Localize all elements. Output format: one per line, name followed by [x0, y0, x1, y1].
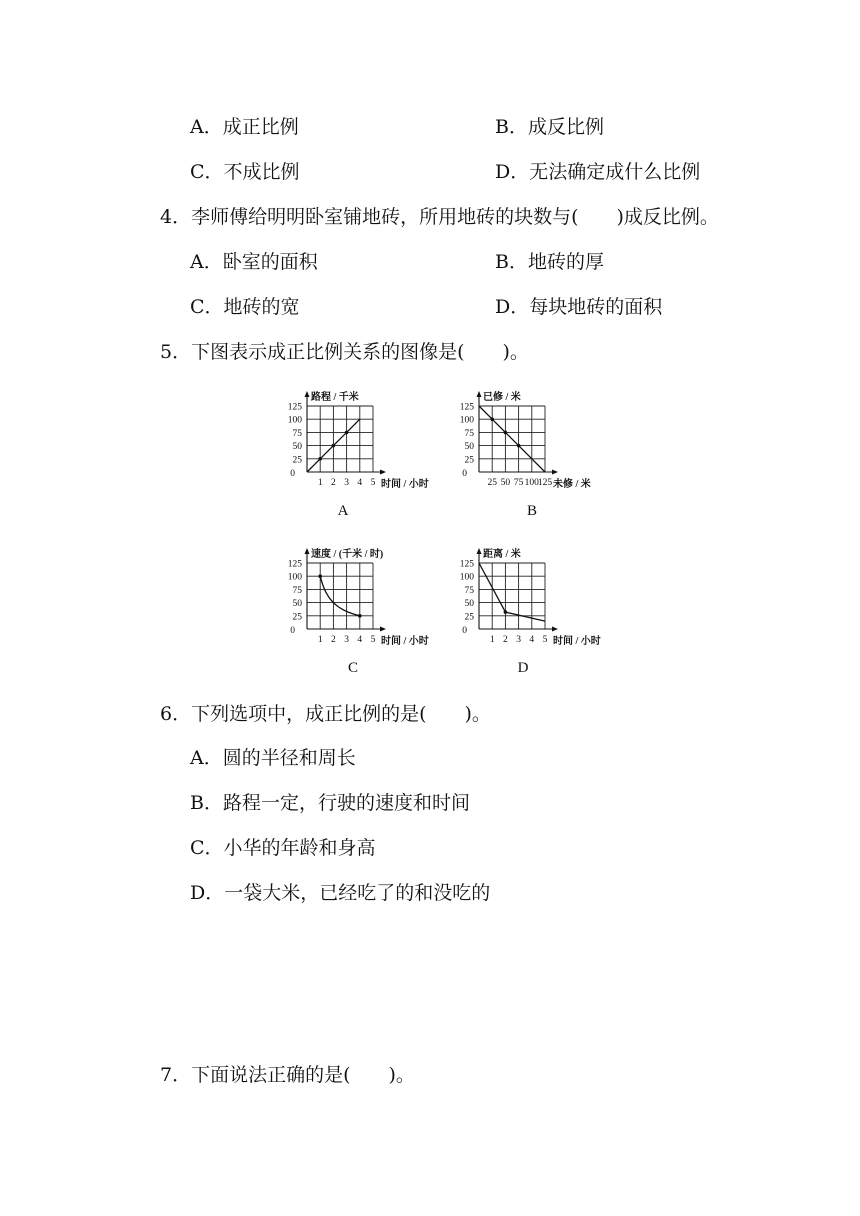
q6-option-b[interactable]: B．路程一定，行驶的速度和时间 [190, 792, 470, 814]
chart-b [450, 378, 620, 503]
q3-option-b[interactable]: B．成反比例 [495, 116, 604, 138]
series-line [479, 406, 545, 472]
chart-svg [280, 378, 450, 503]
x-axis-label: 未修 / 米 [553, 479, 591, 490]
q5-stem: 5．下图表示成正比例关系的图像是( )。 [160, 341, 529, 363]
q4-option-a[interactable]: A．卧室的面积 [190, 251, 318, 273]
x-tick-label: 2 [331, 478, 336, 488]
y-axis-arrow [305, 391, 310, 397]
y-axis-label: 已修 / 米 [483, 392, 521, 403]
x-tick-label: 1 [317, 635, 323, 645]
y-axis-arrow [305, 548, 310, 554]
x-tick-label: 4 [529, 635, 535, 645]
q3-option-a[interactable]: A．成正比例 [190, 116, 299, 138]
chart-svg [450, 535, 620, 660]
chart-c [280, 535, 450, 660]
x-axis-label: 时间 / 小时 [381, 636, 429, 647]
y-tick-label: 100 [459, 415, 474, 426]
x-axis-arrow [380, 470, 386, 475]
data-point [517, 444, 521, 448]
y-tick-label: 125 [459, 402, 474, 413]
origin-label: 0 [462, 626, 467, 636]
q4-option-c[interactable]: C．地砖的宽 [190, 296, 300, 318]
chart-svg [280, 535, 450, 660]
y-tick-label: 75 [292, 585, 302, 596]
y-tick-label: 125 [459, 559, 474, 570]
origin-label: 0 [290, 626, 295, 636]
x-tick-label: 2 [331, 635, 336, 645]
y-tick-label: 75 [292, 428, 302, 439]
x-tick-label: 5 [370, 478, 376, 488]
x-axis-label: 时间 / 小时 [381, 479, 429, 490]
x-axis-arrow [380, 627, 386, 632]
x-tick-label: 1 [489, 635, 495, 645]
y-tick-label: 50 [292, 599, 302, 610]
x-tick-label: 3 [344, 635, 349, 645]
q3-option-c[interactable]: C．不成比例 [190, 161, 300, 183]
origin-label: 0 [290, 469, 295, 479]
data-point [332, 444, 336, 448]
y-tick-label: 25 [292, 612, 302, 623]
chart-d [450, 535, 620, 660]
x-tick-label: 3 [516, 635, 521, 645]
y-tick-label: 50 [464, 599, 474, 610]
series-line [320, 576, 360, 616]
y-tick-label: 100 [459, 572, 474, 583]
chart-svg [450, 378, 620, 503]
x-tick-label: 25 [487, 478, 497, 488]
data-point [345, 431, 349, 435]
x-tick-label: 5 [542, 635, 548, 645]
x-tick-label: 125 [537, 478, 553, 488]
x-axis-arrow [552, 627, 558, 632]
q6-option-d[interactable]: D．一袋大米，已经吃了的和没吃的 [190, 882, 491, 904]
x-tick-label: 75 [513, 478, 524, 488]
x-tick-label: 5 [370, 635, 376, 645]
y-tick-label: 125 [287, 559, 302, 570]
q4-stem: 4．李师傅给明明卧室铺地砖，所用地砖的块数与( )成反比例。 [160, 206, 719, 228]
x-tick-label: 2 [503, 635, 508, 645]
q6-stem: 6．下列选项中，成正比例的是( )。 [160, 703, 491, 725]
series-line [479, 563, 545, 621]
chart-a [280, 378, 450, 503]
x-axis-arrow [552, 470, 558, 475]
data-point [318, 574, 322, 578]
data-point [504, 610, 508, 614]
data-point [318, 457, 322, 461]
y-tick-label: 100 [287, 572, 302, 583]
y-tick-label: 25 [464, 455, 474, 466]
q6-option-a[interactable]: A．圆的半径和周长 [190, 747, 356, 769]
data-point [504, 431, 508, 435]
chart-a-caption[interactable]: A [337, 503, 349, 519]
x-tick-label: 100 [524, 478, 539, 488]
y-tick-label: 125 [287, 402, 302, 413]
y-axis-arrow [477, 548, 482, 554]
y-tick-label: 75 [464, 428, 474, 439]
x-tick-label: 1 [317, 478, 323, 488]
y-axis-arrow [477, 391, 482, 397]
q4-option-b[interactable]: B．地砖的厚 [495, 251, 604, 273]
origin-label: 0 [462, 469, 467, 479]
x-tick-label: 50 [500, 478, 511, 488]
y-tick-label: 50 [292, 442, 302, 453]
x-tick-label: 4 [357, 635, 363, 645]
chart-d-caption[interactable]: D [517, 660, 529, 676]
q6-option-c[interactable]: C．小华的年龄和身高 [190, 837, 376, 859]
q7-stem: 7．下面说法正确的是( )。 [160, 1064, 415, 1086]
chart-c-caption[interactable]: C [347, 660, 358, 676]
y-axis-label: 速度 / (千米 / 时) [311, 549, 384, 560]
y-axis-label: 路程 / 千米 [311, 392, 359, 403]
y-tick-label: 25 [292, 455, 302, 466]
y-tick-label: 75 [464, 585, 474, 596]
q4-option-d[interactable]: D．每块地砖的面积 [495, 296, 663, 318]
y-axis-label: 距离 / 米 [483, 549, 521, 560]
chart-b-caption[interactable]: B [526, 503, 537, 519]
y-tick-label: 50 [464, 442, 474, 453]
data-point [490, 417, 494, 421]
x-tick-label: 4 [357, 478, 363, 488]
y-tick-label: 25 [464, 612, 474, 623]
x-axis-label: 时间 / 小时 [553, 636, 601, 647]
y-tick-label: 100 [287, 415, 302, 426]
q3-option-d[interactable]: D．无法确定成什么比例 [495, 161, 701, 183]
x-tick-label: 3 [344, 478, 349, 488]
data-point [358, 614, 362, 618]
